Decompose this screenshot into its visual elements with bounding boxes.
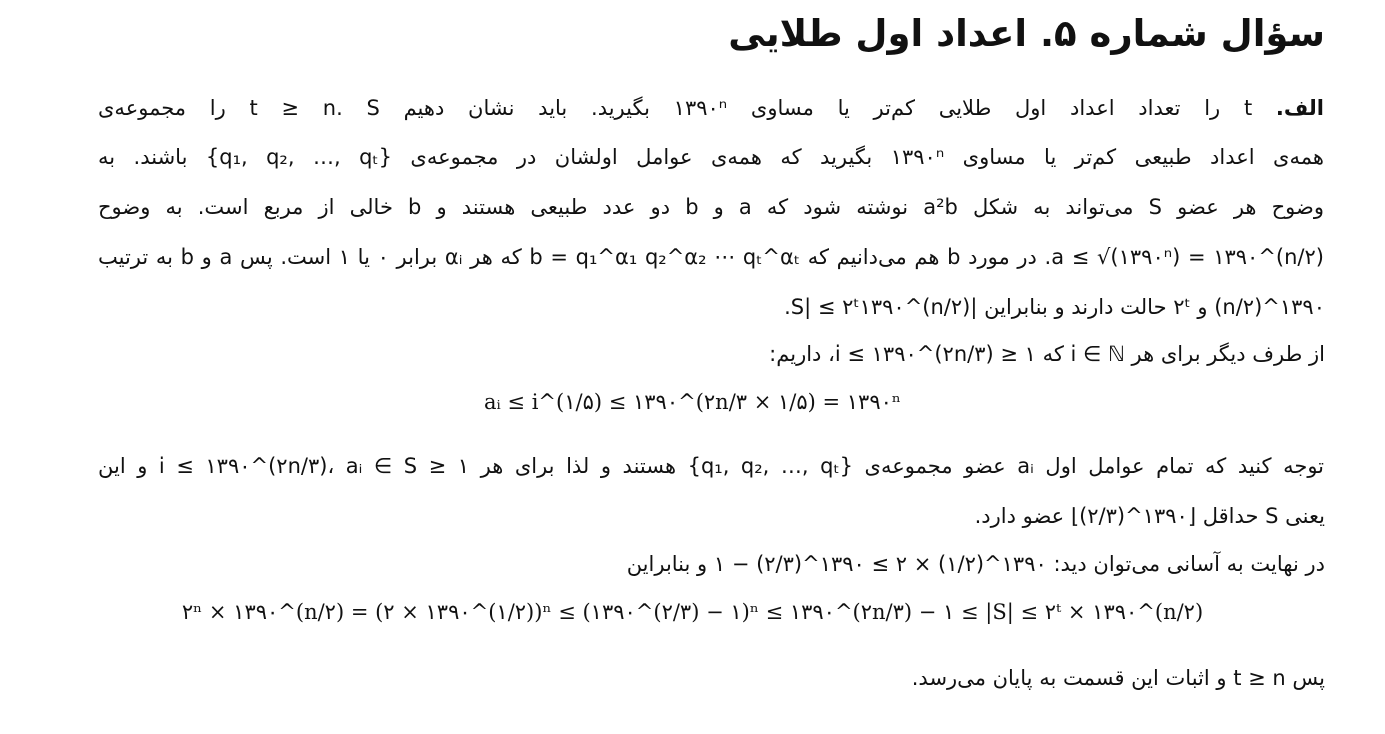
problem-title: سؤال شماره ۵. اعداد اول طلایی (728, 12, 1325, 55)
paragraph-b-line-2: یعنی S حداقل ⌊۱۳۹۰^(۲/۳)⌋ عضو دارد. (974, 504, 1325, 528)
paragraph-b-line-1: توجه کنید که تمام عوامل اول aᵢ عضو مجموعه‌ی {q₁, q₂, …, qₜ} هستند و لذا برای هر ۱ ≤ i ≤ ۱۳۹۰^(۲n/۳)، aᵢ ∈ S و این (98, 454, 1324, 478)
part-label: الف. (1275, 96, 1324, 120)
equation-2: ۲ⁿ × ۱۳۹۰^(n/۲) = (۲ × ۱۳۹۰^(۱/۲))ⁿ ≤ (۱۳۹۰^(۲/۳) − ۱)ⁿ ≤ ۱۳۹۰^(۲n/۳) − ۱ ≤ |S| ≤ ۲ᵗ × ۱۳۹۰^(n/۲) (181, 600, 1204, 624)
paragraph-a-line-5: ۱۳۹۰^(n/۲) و ۲ᵗ حالت دارند و بنابراین |S| ≤ ۲ᵗ۱۳۹۰^(n/۲). (784, 295, 1325, 319)
paragraph-a-line-3: وضوح هر عضو S می‌تواند به شکل a²b نوشته شود که a و b دو عدد طبیعی هستند و b خالی از مربع است. به وضوح (98, 195, 1324, 219)
paragraph-a-text-1: t را تعداد اعداد اول طلایی کم‌تر یا مساوی ۱۳۹۰ⁿ بگیرید. باید نشان دهیم t ≥ n. S را مجموعه‌ی (98, 96, 1253, 120)
paragraph-b-line-3: در نهایت به آسانی می‌توان دید: ۱۳۹۰^(۱/۲) × ۲ ≥ ۱۳۹۰^(۲/۳) − ۱ و بنابراین (626, 552, 1325, 576)
paragraph-a-line-2: همه‌ی اعداد طبیعی کم‌تر یا مساوی ۱۳۹۰ⁿ بگیرید که همه‌ی عوامل اولشان در مجموعه‌ی {q₁, q₂, …, qₜ} باشند. به (98, 145, 1324, 169)
conclusion: پس t ≥ n و اثبات این قسمت به پایان می‌رسد. (911, 666, 1325, 690)
equation-1: aᵢ ≤ i^(۱/۵) ≤ ۱۳۹۰^(۲n/۳ × ۱/۵) = ۱۳۹۰ⁿ (484, 390, 901, 414)
paragraph-a-line-4: a ≤ √(۱۳۹۰ⁿ) = ۱۳۹۰^(n/۲). در مورد b هم می‌دانیم که b = q₁^α₁ q₂^α₂ ⋯ qₜ^αₜ که هر αᵢ برابر ۰ یا ۱ است. پس a و b به ترتیب (98, 245, 1324, 269)
paragraph-a-line-6: از طرف دیگر برای هر i ∈ ℕ که ۱ ≤ i ≤ ۱۳۹۰^(۲n/۳)، داریم: (769, 342, 1325, 366)
paragraph-a-line-1 (98, 86, 1324, 130)
